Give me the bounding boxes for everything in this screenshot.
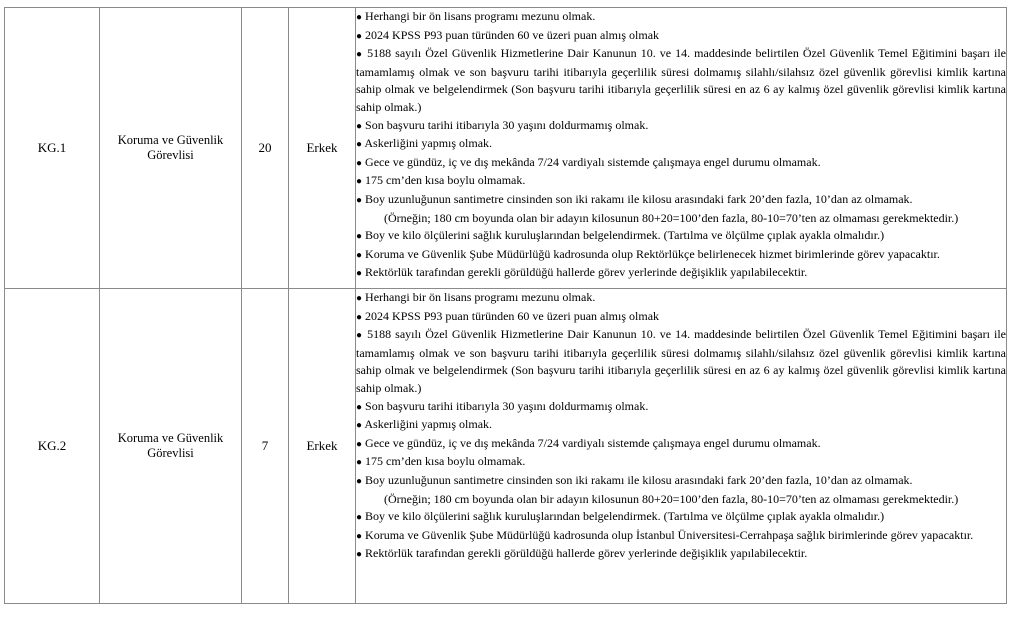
requirement-item: ● Boy uzunluğunun santimetre cinsinden son iki rakamı ile kilosu arasındaki fark 20’den fazla, 10’dan az olmamak. [356, 191, 913, 206]
bullet-icon: ● [356, 549, 363, 561]
bullet-icon: ● [356, 268, 363, 280]
bullet-icon: ● [356, 530, 363, 542]
position-gender: Erkek [289, 8, 356, 289]
bullet-icon: ● [356, 293, 363, 304]
table-row [5, 289, 1007, 604]
requirement-item: ● Son başvuru tarihi itibarıyla 30 yaşını doldurmamış olmak. [356, 117, 649, 132]
position-title: Koruma ve Güvenlik Görevlisi [100, 289, 242, 604]
bullet-icon: ● [356, 231, 363, 243]
requirement-item: ● 2024 KPSS P93 puan türünden 60 ve üzeri puan almış olmak [356, 308, 660, 323]
bullet-icon: ● [356, 311, 363, 323]
bullet-icon: ● [356, 176, 363, 188]
bullet-icon: ● [356, 457, 363, 469]
bullet-icon: ● [356, 475, 363, 487]
table-row [5, 8, 1007, 289]
position-code: KG.2 [5, 289, 100, 604]
requirement-item: ● 5188 sayılı Özel Güvenlik Hizmetlerine Dair Kanunun 10. ve 14. maddesinde belirtilen Özel Güvenlik Temel Eğitimini başarı ile tamamlamış olmak ve son başvuru tarihi itibarıyla geçerlilik süresi dolmamış silahlı/silahsız özel güvenlik görevlisi kimlik kartına sahip olmak ve belgelendirmek (Son başvuru tarihi itibarıyla geçerlilik süresi en az 6 ay kalmış özel güvenlik görevlisi kimlik kartına sahip olmak.) [356, 46, 1006, 114]
position-code: KG.1 [5, 8, 100, 289]
position-count: 7 [242, 289, 289, 604]
bullet-icon: ● [356, 420, 363, 432]
bullet-icon: ● [356, 512, 363, 524]
bullet-icon: ● [356, 330, 364, 342]
requirement-item: ● 5188 sayılı Özel Güvenlik Hizmetlerine Dair Kanunun 10. ve 14. maddesinde belirtilen Özel Güvenlik Temel Eğitimini başarı ile tamamlamış olmak ve son başvuru tarihi itibarıyla geçerlilik süresi dolmamış silahlı/silahsız özel güvenlik görevlisi kimlik kartına sahip olmak ve belgelendirmek (Son başvuru tarihi itibarıyla geçerlilik süresi en az 6 ay kalmış özel güvenlik görevlisi kimlik kartına sahip olmak.) [356, 327, 1006, 395]
requirements-list [356, 289, 1007, 604]
bullet-icon: ● [356, 438, 363, 450]
positions-table [4, 7, 1007, 604]
requirement-item: ● Gece ve gündüz, iç ve dış mekânda 7/24 vardiyalı sistemde çalışmaya engel durumu olmamak. [356, 154, 821, 169]
bullet-icon: ● [356, 157, 363, 169]
requirement-item: ● Gece ve gündüz, iç ve dış mekânda 7/24 vardiyalı sistemde çalışmaya engel durumu olmamak. [356, 435, 821, 450]
requirement-item: ● Askerliğini yapmış olmak. [356, 136, 493, 151]
requirement-item: ● Boy ve kilo ölçülerini sağlık kuruluşlarından belgelendirmek. (Tartılma ve ölçülme çıplak ayakla olmalıdır.) [356, 228, 885, 243]
requirement-item: ● Koruma ve Güvenlik Şube Müdürlüğü kadrosunda olup Rektörlükçe belirlenecek hizmet birimlerinde görev yapacaktır. [356, 246, 940, 261]
requirement-item: ● Rektörlük tarafından gerekli görüldüğü hallerde görev yerlerinde değişiklik yapılabilecektir. [356, 546, 808, 561]
requirement-item: ● Rektörlük tarafından gerekli görüldüğü hallerde görev yerlerinde değişiklik yapılabilecektir. [356, 265, 808, 280]
bullet-icon: ● [356, 49, 364, 61]
requirement-item: ● 175 cm’den kısa boylu olmamak. [356, 173, 526, 188]
requirement-item: ● Boy uzunluğunun santimetre cinsinden son iki rakamı ile kilosu arasındaki fark 20’den fazla, 10’dan az olmamak. [356, 472, 913, 487]
requirement-item: ● 175 cm’den kısa boylu olmamak. [356, 454, 526, 469]
requirement-item: ● Askerliğini yapmış olmak. [356, 417, 493, 432]
bullet-icon: ● [356, 139, 363, 151]
requirement-example: (Örneğin; 180 cm boyunda olan bir adayın kilosunun 80+20=100’den fazla, 80-10=70’ten az olmaması gerekmektedir.) [384, 210, 959, 225]
bullet-icon: ● [356, 12, 363, 23]
bullet-icon: ● [356, 249, 363, 261]
requirement-item: ● Koruma ve Güvenlik Şube Müdürlüğü kadrosunda olup İstanbul Üniversitesi-Cerrahpaşa sağlık birimlerinde görev yapacaktır. [356, 527, 974, 542]
position-count: 20 [242, 8, 289, 289]
bullet-icon: ● [356, 401, 363, 413]
requirement-example: (Örneğin; 180 cm boyunda olan bir adayın kilosunun 80+20=100’den fazla, 80-10=70’ten az olmaması gerekmektedir.) [384, 491, 959, 506]
bullet-icon: ● [356, 30, 363, 42]
requirement-item: ● 2024 KPSS P93 puan türünden 60 ve üzeri puan almış olmak [356, 27, 660, 42]
requirement-item: ● Herhangi bir ön lisans programı mezunu olmak. [356, 9, 596, 23]
bullet-icon: ● [356, 194, 363, 206]
requirement-item: ● Herhangi bir ön lisans programı mezunu olmak. [356, 290, 596, 304]
position-gender: Erkek [289, 289, 356, 604]
bullet-icon: ● [356, 120, 363, 132]
requirement-item: ● Son başvuru tarihi itibarıyla 30 yaşını doldurmamış olmak. [356, 398, 649, 413]
requirement-item: ● Boy ve kilo ölçülerini sağlık kuruluşlarından belgelendirmek. (Tartılma ve ölçülme çıplak ayakla olmalıdır.) [356, 509, 885, 524]
position-title: Koruma ve Güvenlik Görevlisi [100, 8, 242, 289]
requirements-list [356, 8, 1007, 289]
